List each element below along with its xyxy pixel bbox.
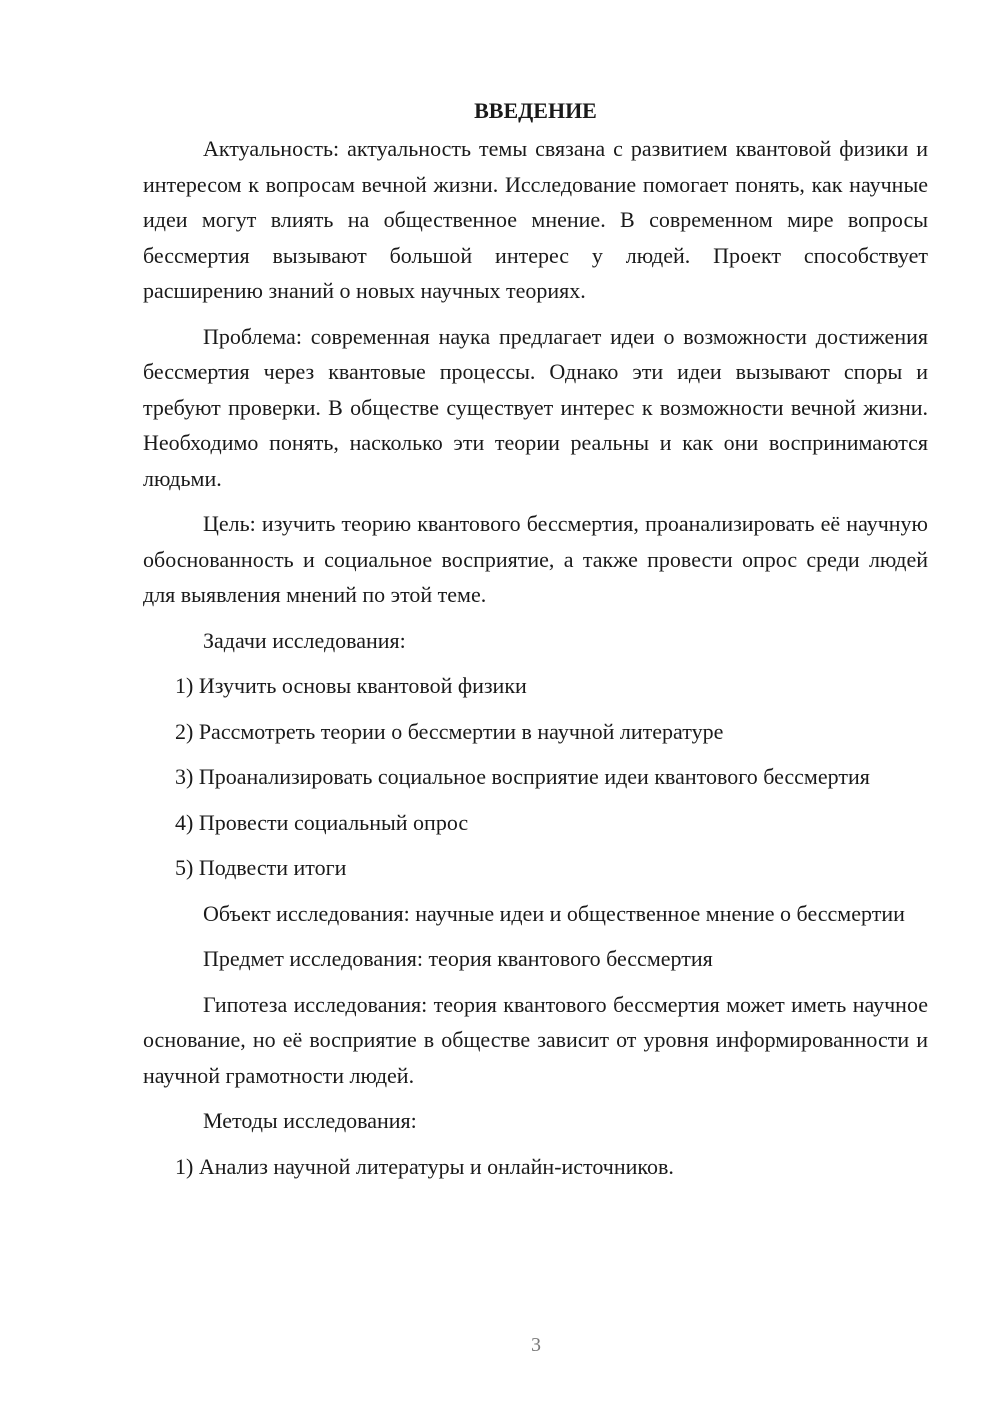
method-item: 1) Анализ научной литературы и онлайн-источников. [175,1153,674,1179]
hypothesis-paragraph: Гипотеза исследования: теория квантового бессмертия может иметь научное основание, но её восприятие в обществе зависит от уровня информированности и научной грамотности людей. [143,991,928,1088]
page-number: 3 [531,1334,541,1356]
problem-paragraph: Проблема: современная наука предлагает идеи о возможности достижения бессмертия через квантовые процессы. Однако эти идеи вызывают споры и требуют проверки. В обществе существует интерес к возможности вечной жизни. Необходимо понять, насколько эти теории реальны и как они воспринимаются людьми. [143,323,928,491]
subject-paragraph: Предмет исследования: теория квантового бессмертия [203,946,713,971]
tasks-label: Задачи исследования: [203,627,406,653]
page-title: ВВЕДЕНИЕ [474,98,597,123]
task-item: 5) Подвести итоги [175,855,347,880]
object-paragraph: Объект исследования: научные идеи и общественное мнение о бессмертии [203,900,905,926]
page-content [143,96,928,1194]
task-item: 1) Изучить основы квантовой физики [175,673,527,698]
task-item: 4) Провести социальный опрос [175,809,469,835]
methods-label: Методы исследования: [203,1108,417,1133]
task-item: 2) Рассмотреть теории о бессмертии в научной литературе [175,718,724,744]
relevance-paragraph: Актуальность: актуальность темы связана с развитием квантовой физики и интересом к вопросам вечной жизни. Исследование помогает понять, как научные идеи могут влиять на общественное мнение. В современном мире вопросы бессмертия вызывают большой интерес у людей. Проект способствует расширению знаний о новых научных теориях. [143,136,928,303]
task-item: 3) Проанализировать социальное восприятие идеи квантового бессмертия [175,764,870,789]
goal-paragraph: Цель: изучить теорию квантового бессмертия, проанализировать её научную обоснованность и социальное восприятие, а также провести опрос среди людей для выявления мнений по этой теме. [143,511,928,607]
